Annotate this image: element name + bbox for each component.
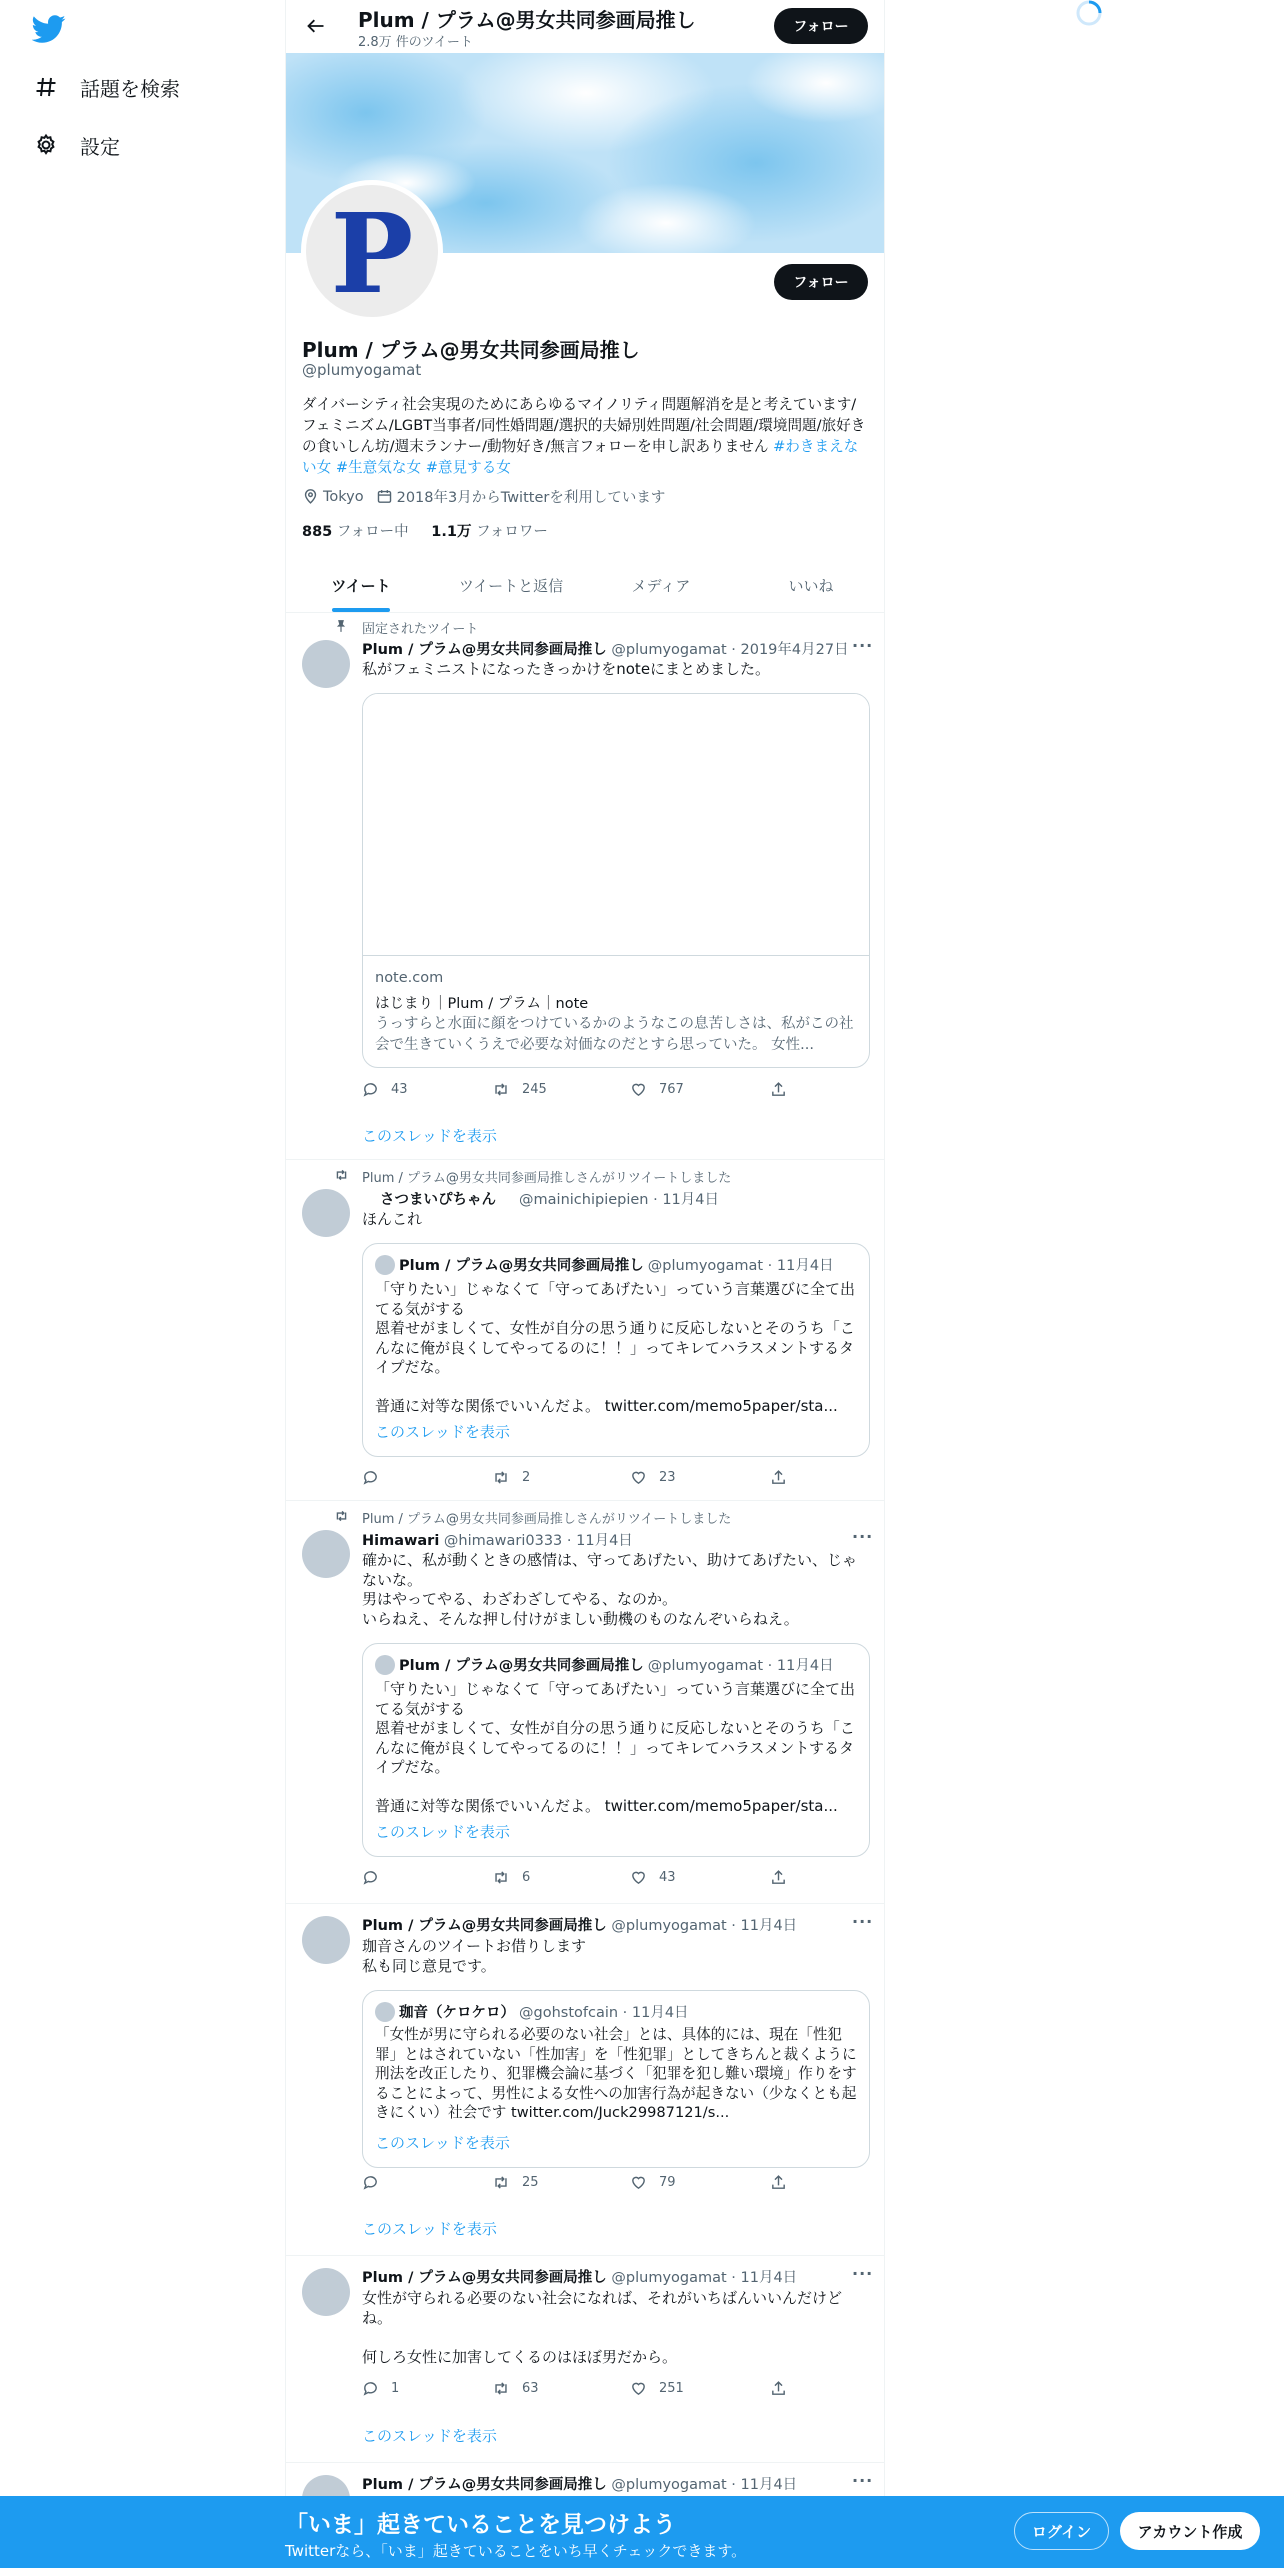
tweet-author-name: Plum / プラム@男女共同参画局推し: [362, 2270, 607, 2286]
tab-tweets[interactable]: ツイート: [286, 558, 436, 612]
calendar-icon: [376, 488, 393, 505]
reply-button[interactable]: [362, 2174, 391, 2191]
like-button[interactable]: 767: [630, 1081, 684, 1098]
more-icon[interactable]: ···: [852, 2471, 874, 2490]
tweet-text: 珈音さんのツイートお借りします 私も同じ意見です。: [362, 1937, 586, 1975]
retweet-button[interactable]: 6: [492, 1869, 530, 1886]
bio-hashtag[interactable]: #生意気な女: [335, 459, 422, 476]
tweet-context: 固定されたツイート: [362, 618, 478, 637]
tweet-header: [362, 1188, 719, 1209]
heart-icon: [630, 2174, 647, 2191]
tweet-header: [362, 1529, 633, 1550]
more-icon[interactable]: ···: [852, 636, 874, 655]
link-card-description: うっすらと水面に顔をつけているかのようなこの息苦しさは、私がこの社会で生きていくうえで必要な対価なのだとすら思っていた。 女性...: [375, 1016, 854, 1053]
avatar-letter: P: [330, 189, 414, 318]
retweet-icon: [492, 2174, 510, 2191]
nav-settings[interactable]: [32, 124, 120, 166]
tweet-pinned[interactable]: [286, 613, 885, 1160]
tweet-avatar[interactable]: [302, 640, 350, 688]
quoted-tweet-header: Plum / プラム@男女共同参画局推し @plumyogamat · 11月4日: [375, 1254, 834, 1275]
tweet-actions: [362, 1469, 782, 1489]
tweet-handle-time: @plumyogamat · 11月4日: [611, 2477, 798, 2493]
tweet-header: [362, 2473, 797, 2494]
main-column: [285, 0, 885, 2568]
heart-icon: [630, 2380, 647, 2397]
bio-hashtag[interactable]: #意見する女: [425, 459, 511, 476]
link-card-domain: note.com: [375, 970, 444, 986]
tweet-avatar[interactable]: [302, 1189, 350, 1237]
reply-icon: [362, 1081, 379, 1098]
tab-media[interactable]: メディア: [631, 576, 691, 595]
quoted-tweet[interactable]: [362, 1643, 870, 1857]
more-icon[interactable]: ···: [852, 1527, 874, 1546]
nav-explore[interactable]: [32, 66, 180, 108]
like-button[interactable]: 23: [630, 1469, 676, 1486]
tweet-author-name: Himawari: [362, 1533, 440, 1549]
heart-icon: [630, 1469, 647, 1486]
heart-icon: [630, 1081, 647, 1098]
share-icon: [770, 1869, 787, 1886]
quoted-avatar: [375, 1655, 395, 1675]
tweet-text: 私がフェミニストになったきっかけをnoteにまとめました。: [362, 660, 771, 678]
share-button[interactable]: [770, 2380, 787, 2397]
retweet-icon: [492, 2380, 510, 2397]
retweet-button[interactable]: 63: [492, 2380, 539, 2397]
retweet-icon: [492, 1081, 510, 1098]
tab-tweets-and-replies[interactable]: ツイートと返信: [458, 576, 564, 595]
profile-tabs: [286, 558, 885, 613]
tweet-author-name: Plum / プラム@男女共同参画局推し: [362, 2477, 607, 2493]
reply-icon: [362, 2380, 379, 2397]
tweet-avatar[interactable]: [302, 2268, 350, 2316]
retweet-icon: [334, 1509, 349, 1523]
share-icon: [770, 2380, 787, 2397]
quoted-avatar: [375, 2002, 395, 2022]
tweet[interactable]: [286, 1904, 885, 2256]
signup-prompt-title: 「いま」起きていることを見つけよう: [285, 2512, 676, 2538]
profile-location: Tokyo: [323, 488, 364, 505]
location-pin-icon: [302, 488, 319, 505]
signup-button[interactable]: アカウント作成: [1120, 2512, 1260, 2550]
tweet-avatar[interactable]: [302, 1916, 350, 1964]
header-title: Plum / プラム@男女共同参画局推し: [358, 8, 696, 32]
nav-settings-label: 設定: [80, 134, 120, 159]
tab-likes[interactable]: いいね: [788, 576, 834, 595]
profile-meta: [302, 486, 677, 507]
quoted-show-thread-link[interactable]: このスレッドを表示: [375, 1823, 510, 1841]
reply-icon: [362, 1869, 379, 1886]
share-button[interactable]: [770, 1469, 787, 1486]
tweet-author-name: Plum / プラム@男女共同参画局推し: [362, 1918, 607, 1934]
quoted-tweet-header: Plum / プラム@男女共同参画局推し @plumyogamat · 11月4日: [375, 1654, 834, 1675]
tweet-text: 女性が守られる必要のない社会になれば、それがいちばんいいんだけどね。 何しろ女性に加害してくるのはほぼ男だから。: [362, 2289, 843, 2366]
profile-avatar[interactable]: [301, 180, 443, 322]
header-tweet-count: 2.8万 件のツイート: [358, 35, 473, 50]
reply-button[interactable]: [362, 1469, 391, 1486]
signup-prompt-bar: [0, 2496, 1284, 2568]
retweet-icon: [492, 1869, 510, 1886]
show-thread-link[interactable]: このスレッドを表示: [362, 2427, 497, 2445]
tweet-actions: [362, 2174, 782, 2194]
tweet-actions: [362, 1869, 782, 1889]
quoted-tweet-text: 「守りたい」じゃなくて「守ってあげたい」っていう言葉選びに全て出てる気がする 恩着せがましくて、女性が自分の思う通りに反応しないとそのうち「こんなに俺が良くしてやってるのに！！」ってキレてハラスメントするタイプだな。 普通に対等な関係でいいんだよ。 twitter.com/memo5paper/sta...: [375, 1680, 856, 1815]
link-card-image: [363, 694, 870, 956]
share-icon: [770, 1469, 787, 1486]
back-arrow-icon[interactable]: [298, 8, 334, 44]
heart-icon: [630, 1869, 647, 1886]
link-card[interactable]: [362, 693, 870, 1068]
followers-link[interactable]: 1.1万 フォロワー: [431, 524, 548, 540]
profile-joined: 2018年3月からTwitterを利用しています: [396, 490, 666, 506]
reply-icon: [362, 1469, 379, 1486]
retweet-icon: [334, 1168, 349, 1182]
tweet-retweeted[interactable]: [286, 1160, 885, 1501]
reply-icon: [362, 2174, 379, 2191]
signup-prompt-subtitle: Twitterなら、「いま」起きていることをいち早くチェックできます。: [285, 2542, 747, 2560]
login-button[interactable]: ログイン: [1014, 2512, 1109, 2550]
left-navigation: [0, 0, 285, 2568]
loading-spinner-icon: [1074, 0, 1104, 30]
tweet-context: Plum / プラム@男女共同参画局推しさんがリツイートしました: [362, 1508, 731, 1527]
share-icon: [770, 2174, 787, 2191]
quoted-tweet[interactable]: [362, 1243, 870, 1457]
retweet-button[interactable]: 25: [492, 2174, 539, 2191]
profile-name: Plum / プラム@男女共同参画局推し: [302, 338, 640, 362]
tweet-header: [362, 2266, 797, 2287]
location-item: [302, 488, 364, 505]
share-button[interactable]: [770, 1081, 787, 1098]
profile-header-bar: [286, 0, 885, 53]
joined-item: [376, 486, 666, 507]
reply-button[interactable]: 1: [362, 2380, 399, 2397]
twitter-logo-icon[interactable]: [32, 12, 66, 46]
tweet-handle-time: @plumyogamat · 11月4日: [611, 2270, 798, 2286]
header-follow-button[interactable]: フォロー: [774, 8, 868, 44]
quoted-show-thread-link[interactable]: このスレッドを表示: [375, 1423, 510, 1441]
follow-button[interactable]: フォロー: [774, 264, 868, 300]
tweet-retweeted[interactable]: [286, 1501, 885, 1904]
like-button[interactable]: 79: [630, 2174, 676, 2191]
tweet-avatar[interactable]: [302, 1530, 350, 1578]
tweet-text: ほんこれ: [362, 1210, 423, 1228]
share-button[interactable]: [770, 2174, 787, 2191]
quoted-tweet-text: 「女性が男に守られる必要のない社会」とは、具体的には、現在「性犯罪」とはされていない「性加害」を「性犯罪」としてきちんと裁くように刑法を改正したり、犯罪機会論に基づく「犯罪を犯し難い環境」作りをすることによって、男性による女性への加害行為が起きない（少なくとも起きにくい）社会です twitter.com/Juck29987121/s...: [375, 2026, 857, 2121]
share-icon: [770, 1081, 787, 1098]
more-icon[interactable]: ···: [852, 2264, 874, 2283]
tweet-text: 確かに、私が動くときの感情は、守ってあげたい、助けてあげたい、じゃないな。 男はやってやる、わざわざしてやる、なのか。 いらねえ、そんな押し付けがましい動機のものなんぞいらねえ。: [362, 1551, 858, 1628]
tweet-handle-time: @himawari0333 · 11月4日: [443, 1533, 633, 1549]
show-thread-link[interactable]: このスレッドを表示: [362, 2220, 497, 2238]
quoted-avatar: [375, 1255, 395, 1275]
tweet-context: Plum / プラム@男女共同参画局推しさんがリツイートしました: [362, 1167, 731, 1186]
tweet-author-name: さつまいぴちゃん: [380, 1192, 496, 1208]
more-icon[interactable]: ···: [852, 1912, 874, 1931]
profile-handle: @plumyogamat: [302, 361, 422, 379]
tweet-header: [362, 1914, 797, 1935]
tweet-actions: [362, 2380, 782, 2400]
retweet-icon: [492, 1469, 510, 1486]
hashtag-icon: [32, 73, 60, 101]
pin-icon: [334, 619, 348, 633]
like-button[interactable]: 251: [630, 2380, 684, 2397]
tweet-header: [362, 638, 849, 659]
tweet-author-name: Plum / プラム@男女共同参画局推し: [362, 642, 607, 658]
quoted-show-thread-link[interactable]: このスレッドを表示: [375, 2134, 510, 2152]
retweet-button[interactable]: 245: [492, 1081, 547, 1098]
tweet-handle-time: @mainichipiepien · 11月4日: [519, 1192, 719, 1208]
tweet-actions: [362, 1081, 782, 1101]
following-link[interactable]: 885 フォロー中: [302, 524, 409, 540]
nav-explore-label: 話題を検索: [80, 76, 180, 101]
reply-button[interactable]: [362, 1869, 391, 1886]
retweet-button[interactable]: 2: [492, 1469, 530, 1486]
link-card-title: はじまり｜Plum / プラム｜note: [375, 996, 589, 1012]
quoted-tweet[interactable]: [362, 1990, 870, 2168]
tweet-handle-time: @plumyogamat · 11月4日: [611, 1918, 798, 1934]
bio-text: ダイバーシティ社会実現のためにあらゆるマイノリティ問題解消を是と考えています/フェミニズム/LGBT当事者/同性婚問題/選択的夫婦別姓問題/社会問題/環境問題/旅好きの食いしん坊/週末ランナー/動物好き/無言フォローを申し訳ありません: [302, 396, 866, 455]
share-button[interactable]: [770, 1869, 787, 1886]
profile-bio: [302, 394, 868, 478]
quoted-tweet-text: 「守りたい」じゃなくて「守ってあげたい」っていう言葉選びに全て出てる気がする 恩着せがましくて、女性が自分の思う通りに反応しないとそのうち「こんなに俺が良くしてやってるのに！！」ってキレてハラスメントするタイプだな。 普通に対等な関係でいいんだよ。 twitter.com/memo5paper/sta...: [375, 1280, 856, 1415]
tweet-handle-time: @plumyogamat · 2019年4月27日: [611, 642, 849, 658]
gear-icon: [32, 131, 60, 159]
follow-stats: [302, 520, 548, 541]
quoted-tweet-header: 珈音（ケロケロ） @gohstofcain · 11月4日: [375, 2001, 689, 2022]
bio-hashtag[interactable]: #わきまえない女: [302, 438, 859, 476]
like-button[interactable]: 43: [630, 1869, 676, 1886]
show-thread-link[interactable]: このスレッドを表示: [362, 1127, 497, 1145]
reply-button[interactable]: 43: [362, 1081, 408, 1098]
tweet[interactable]: [286, 2256, 885, 2463]
